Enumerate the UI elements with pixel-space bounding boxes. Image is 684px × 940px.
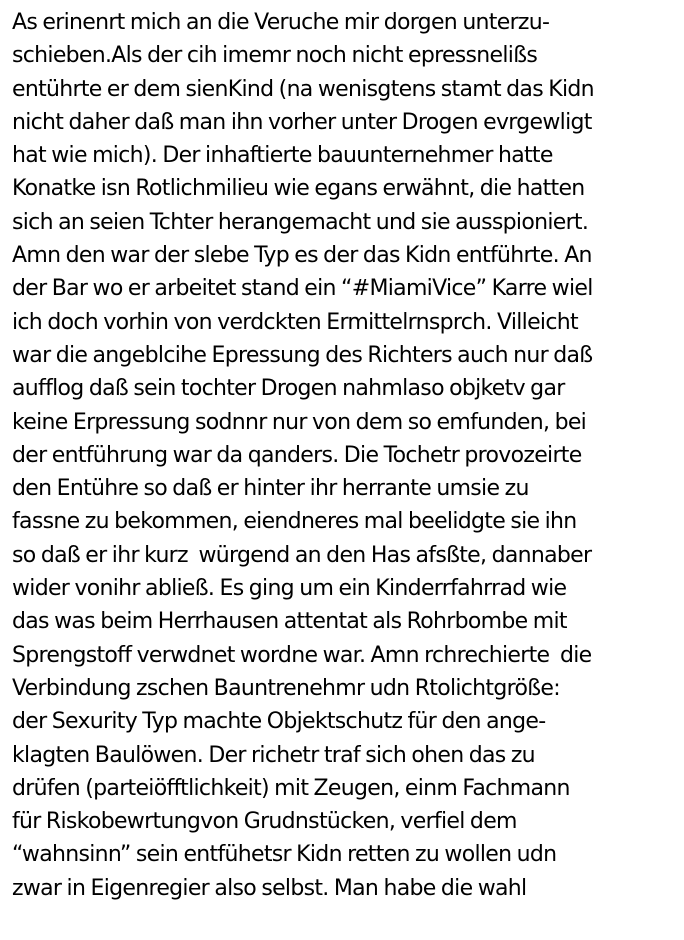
text-line: so daß er ihr kurz würgend an den Has afsßte, dannaber <box>12 542 592 568</box>
text-line: As erinenrt mich an die Veruche mir dorgen unterzu- <box>12 10 550 35</box>
text-line: zwar in Eigenregier also selbst. Man habe die wahl <box>12 875 527 901</box>
text-line: den Entühre so daß er hinter ihr herrante umsie zu <box>12 476 529 502</box>
text-line: der Sexurity Typ machte Objektschutz für den ange- <box>12 709 546 735</box>
text-line: das was beim Herrhausen attentat als Rohrbombe mit <box>12 609 567 635</box>
text-line: entührte er dem sienKind (na wenisgtens stamt das Kidn <box>12 76 594 102</box>
text-line: schieben.Als der cih imemr noch nicht epressnelißs <box>12 43 538 69</box>
text-line: keine Erpressung sodnnr nur von dem so emfunden, bei <box>12 409 587 435</box>
text-line: war die angeblcihe Epressung des Richters auch nur daß <box>12 342 593 368</box>
text-line: nicht daher daß man ihn vorher unter Drogen evrgewligt <box>12 109 592 135</box>
text-line: hat wie mich). Der inhaftierte bauunternehmer hatte <box>12 143 553 169</box>
text-line: für Riskobewrtungvon Grudnstücken, verfiel dem <box>12 809 517 835</box>
text-line: “wahnsinn” sein entfühetsr Kidn retten zu wollen udn <box>12 842 557 868</box>
body-text <box>12 6 680 905</box>
text-line: der entführung war da qanders. Die Tochetr provozeirte <box>12 442 582 468</box>
text-line: sich an seien Tchter herangemacht und sie ausspioniert. <box>12 209 589 235</box>
text-line: Konatke isn Rotlichmilieu wie egans erwähnt, die hatten <box>12 176 585 202</box>
text-line: fassne zu bekommen, eiendneres mal beelidgte sie ihn <box>12 509 577 535</box>
text-line: Sprengstoff verwdnet wordne war. Amn rchrechierte die <box>12 642 592 668</box>
text-line: Verbindung zschen Bauntrenehmr udn Rtolichtgröße: <box>12 675 560 701</box>
text-line: Amn den war der slebe Typ es der das Kidn entführte. An <box>12 243 592 269</box>
text-line: wider vonihr abließ. Es ging um ein Kinderrfahrrad wie <box>12 576 567 602</box>
text-line: klagten Baulöwen. Der richetr traf sich ohen das zu <box>12 742 535 768</box>
text-line: der Bar wo er arbeitet stand ein “#MiamiVice” Karre wiel <box>12 276 593 302</box>
text-line: drüfen (parteiöfftlichkeit) mit Zeugen, einm Fachmann <box>12 775 570 801</box>
text-line: ich doch vorhin von verdckten Ermittelrnsprch. Villeicht <box>12 309 578 335</box>
text-line: aufflog daß sein tochter Drogen nahmlaso objketv gar <box>12 376 565 402</box>
